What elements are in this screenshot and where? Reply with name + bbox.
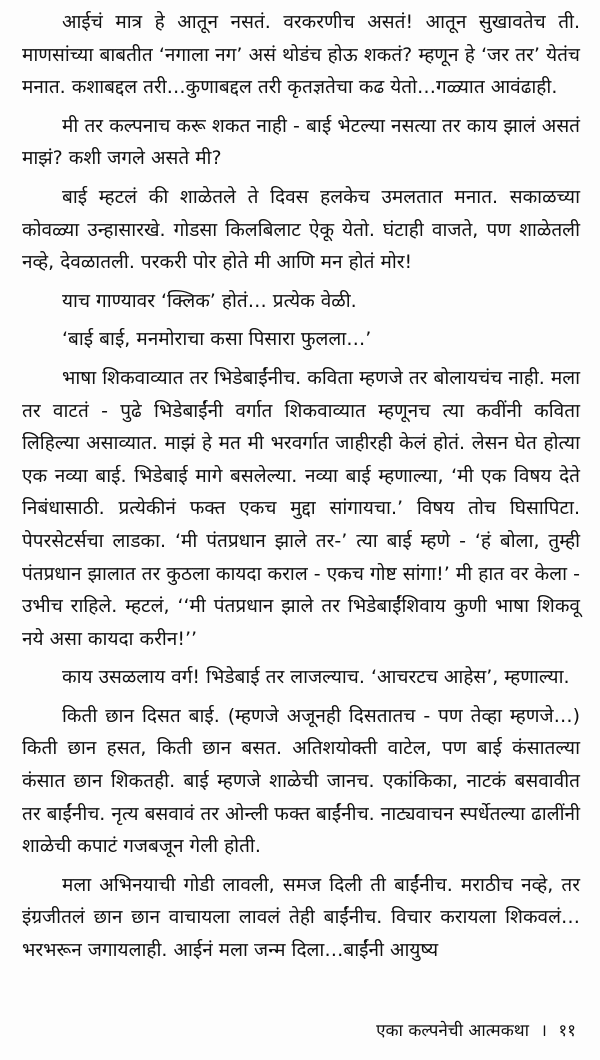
page-footer <box>376 1018 576 1044</box>
footer-separator: । <box>540 1021 547 1041</box>
paragraph: ‘बाई बाई, मनमोराचा कसा पिसारा फुलला…’ <box>62 328 372 351</box>
paragraph: मला अभिनयाची गोडी लावली, समज दिली ती बाईंनीच. मराठीच नव्हे, तर इंग्रजीतलं छान छान वाचायला लावलं तेही बाईंनीच. विचार करायला शिकवलं…भरभरून जगायलाही. आईनं मला जन्म दिला…बाईंनी आयुष्य <box>22 873 580 962</box>
paragraph: आईचं मात्र हे आतून नसतं. वरकरणीच असतं! आतून सुखावतेच ती. माणसांच्या बाबतीत ‘नगाला नग’ असं थोडंच होऊ शकतं? म्हणून हे ‘जर तर’ येतंच मनात. कशाबद्दल तरी…कुणाबद्दल तरी कृतज्ञतेचा कढ येतो…गळ्यात आवंढाही. <box>22 11 580 99</box>
paragraph: भाषा शिकवाव्यात तर भिडेबाईंनीच. कविता म्हणजे तर बोलायचंच नाही. मला तर वाटतं - पुढे भिडेबाईंनी वर्गात शिकवाव्यात म्हणूनच त्या कवींनी कविता लिहिल्या असाव्यात. माझं हे मत मी भरवर्गात जाहीरही केलं होतं. लेसन घेत होत्या एक नव्या बाई. भिडेबाई मागे बसलेल्या. नव्या बाई म्हणाल्या, ‘मी एक विषय देते निबंधासाठी. प्रत्येकीनं फक्त एकच मुद्दा सांगायचा.’ विषय तोच घिसापिटा. पेपरसेटर्सचा लाडका. ‘मी पंतप्रधान झाले तर-’ त्या बाई म्हणे - ‘हं बोला, तुम्ही पंतप्रधान झालात तर कुठला कायदा कराल - एकच गोष्ट सांगा!’ मी हात वर केला - उभीच राहिले. म्हटलं, ‘‘मी पंतप्रधान झाले तर भिडेबाईंशिवाय कुणी भाषा शिकवू नये असा कायदा करीन!’’ <box>22 366 580 650</box>
paragraph: काय उसळलाय वर्ग! भिडेबाई तर लाजल्याच. ‘आचरटच आहेस’, म्हणाल्या. <box>62 666 570 689</box>
page-number: ११ <box>558 1021 576 1041</box>
running-title: एका कल्पनेची आत्मकथा <box>376 1021 530 1041</box>
paragraph: याच गाण्यावर ‘क्लिक’ होतं… प्रत्येक वेळी. <box>62 289 357 312</box>
paragraph: किती छान दिसत बाई. (म्हणजे अजूनही दिसतातच - पण तेव्हा म्हणजे…) किती छान हसत, किती छान बसत. अतिशयोक्ती वाटेल, पण बाई कंसातल्या कंसात छान शिकतही. बाई म्हणजे शाळेची जानच. एकांकिका, नाटकं बसवावीत तर बाईंनीच. नृत्य बसवावं तर ओन्ली फक्त बाईंनीच. नाट्यवाचन स्पर्धेतल्या ढालींनी शाळेची कपाटं गजबजून गेली होती. <box>22 704 580 858</box>
paragraph: मी तर कल्पनाच करू शकत नाही - बाई भेटल्या नसत्या तर काय झालं असतं माझं? कशी जगले असते मी? <box>22 114 580 170</box>
paragraph: बाई म्हटलं की शाळेतले ते दिवस हलकेच उमलतात मनात. सकाळच्या कोवळ्या उन्हासारखे. गोडसा किलबिलाट ऐकू येतो. घंटाही वाजते, पण शाळेतली नव्हे, देवळातली. परकरी पोर होते मी आणि मन होतं मोर! <box>22 185 580 274</box>
page-body <box>22 6 580 973</box>
